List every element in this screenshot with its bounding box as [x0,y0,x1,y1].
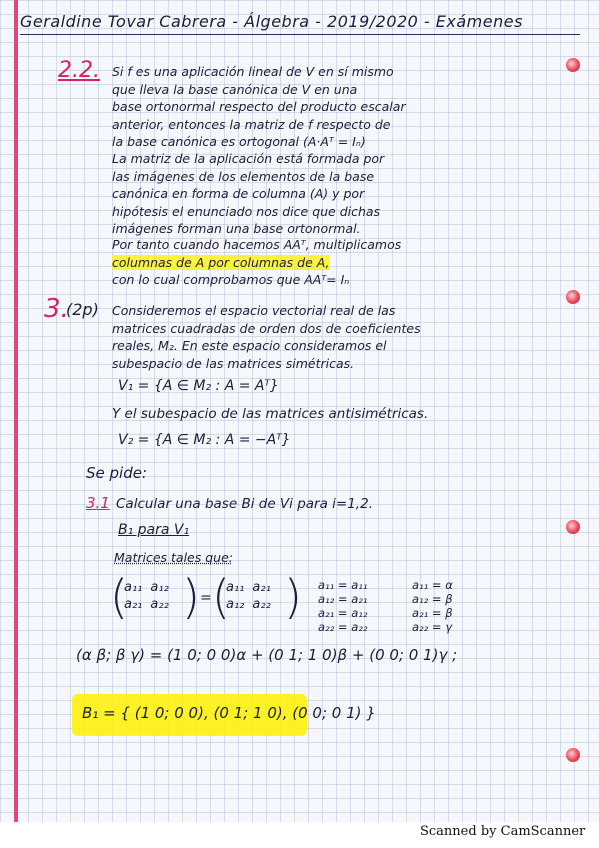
binder-hole [566,520,580,534]
q22-line: canónica en forma de columna (A) y por [112,186,365,201]
q22-line: las imágenes de los elementos de la base [112,168,375,184]
condition: a₁₂ = a₂₁ [318,592,368,606]
question-number-2-2: 2.2. [58,58,100,83]
q22-paragraph-2 [112,150,384,238]
matrix-a [124,580,169,612]
decomposition: (α β; β γ) = (1 0; 0 0)α + (0 1; 1 0)β + (0 0; 0 1)γ ; [76,646,458,664]
matrix-entry: a₂₁ [124,597,143,612]
antisymmetric-text: Y el subespacio de las matrices antisimétricas. [112,406,429,422]
margin-line [14,0,18,822]
q22-line: hipótesis el enunciado nos dice que dichas [112,203,381,219]
q22-line: que lleva la base canónica de V en una [112,81,358,97]
matrix-entry: a₂₂ [150,597,169,612]
right-paren: ) [284,570,302,624]
page-header: Geraldine Tovar Cabrera - Álgebra - 2019/2020 - Exámenes [20,12,523,31]
q22-line: con lo cual comprobamos que AAᵀ= Iₙ [112,272,350,287]
equals-sign: = [200,590,212,606]
q3-line: reales, M₂. En este espacio consideramos el [112,338,387,353]
binder-hole [566,58,580,72]
q22-line: anterior, entonces la matriz de f respecto de [112,116,391,132]
q3-line: subespacio de las matrices simétricas. [112,355,355,371]
condition: a₂₂ = γ [412,620,453,634]
matrix-entry: a₂₁ [252,580,271,595]
condition: a₂₂ = a₂₂ [318,620,368,634]
right-paren: ) [182,570,200,624]
q22-line: Por tanto cuando hacemos AAᵀ, multiplicamos [112,237,402,252]
q22-line: base ortonormal respecto del producto escalar [112,99,406,114]
matrix-entry: a₁₂ [226,597,245,612]
q22-line: la base canónica es ortogonal (A·Aᵀ = Iₙ) [112,134,366,149]
condition: a₁₁ = α [412,578,453,592]
condition: a₂₁ = β [412,606,453,620]
question-points: (2p) [66,300,99,319]
conditions-a [318,578,367,634]
condition: a₁₁ = a₁₁ [318,578,368,592]
q22-line-highlighted: columnas de A por columnas de A, [112,254,330,270]
basis-b1: B₁ = { (1 0; 0 0), (0 1; 1 0), (0 0; 0 1) } [82,704,376,722]
binder-hole [566,748,580,762]
v1-definition: V₁ = {A ∈ M₂ : A = Aᵀ} [118,378,279,394]
q3-line: matrices cuadradas de orden dos de coeficientes [112,320,421,336]
q22-line: Si f es una aplicación lineal de V en sí mismo [112,64,394,79]
scanner-watermark: Scanned by CamScanner [420,824,586,839]
q31-statement: Calcular una base Bi de Vi para i=1,2. [116,496,373,512]
se-pide: Se pide: [86,464,148,482]
matrices-tales-que: Matrices tales que: [114,550,233,565]
header-rule [20,34,580,35]
question-number-3: 3. [44,294,69,324]
binder-hole [566,290,580,304]
matrix-a-transpose [226,580,271,612]
matrix-entry: a₁₁ [124,580,143,595]
matrix-entry: a₁₂ [150,580,169,595]
q3-line: Consideremos el espacio vectorial real de las [112,303,396,318]
matrix-entry: a₂₂ [252,597,271,612]
q22-line: La matriz de la aplicación está formada por [112,151,385,166]
q22-line: imágenes forman una base ortonormal. [112,221,361,236]
matrix-entry: a₁₁ [226,580,245,595]
b1-subtitle: B₁ para V₁ [118,522,190,538]
condition: a₁₂ = β [412,592,453,606]
question-number-3-1: 3.1 [86,494,110,512]
condition: a₂₁ = a₁₂ [318,606,368,620]
left-paren: ( [110,570,128,624]
q22-paragraph-3 [112,236,401,289]
q3-statement [112,302,421,372]
v2-definition: V₂ = {A ∈ M₂ : A = −Aᵀ} [118,432,291,448]
left-paren: ( [212,570,230,624]
conditions-b [412,578,453,634]
q22-statement [112,63,406,151]
